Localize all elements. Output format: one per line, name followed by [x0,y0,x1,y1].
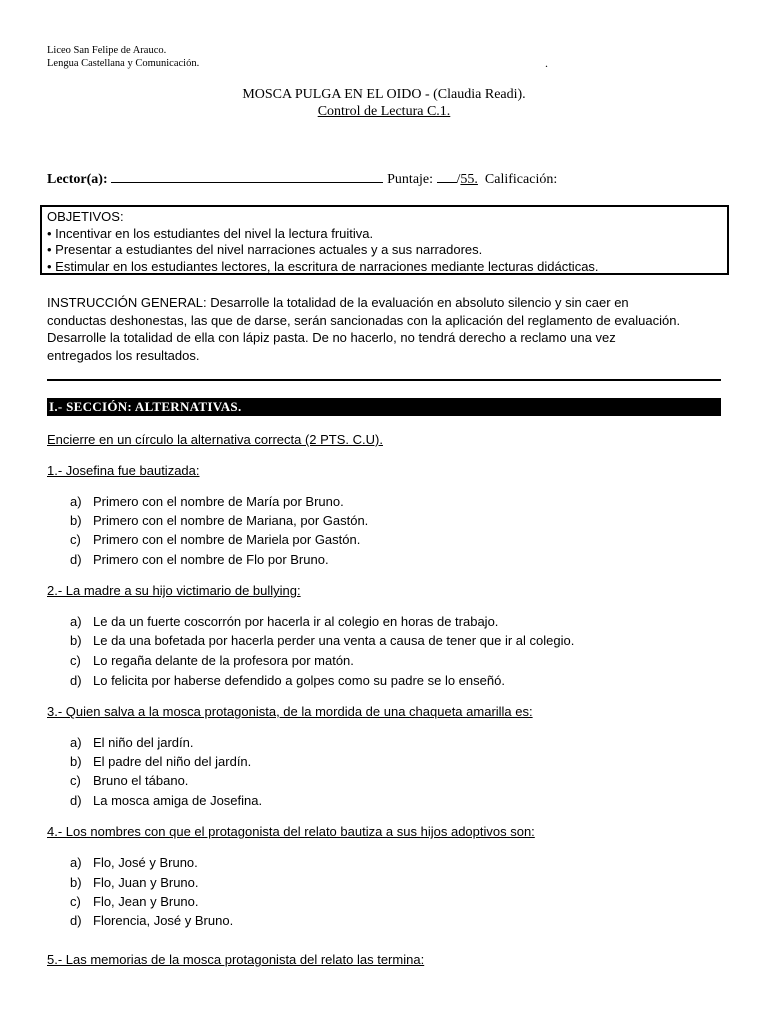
calificacion-label: Calificación: [484,172,558,187]
puntaje-blank[interactable] [437,170,457,183]
option-3d[interactable]: d) La mosca amiga de Josefina. [70,793,263,808]
section-title-bar: I.- SECCIÓN: ALTERNATIVAS. [47,398,721,416]
option-2a[interactable]: a) Le da un fuerte coscorrón por hacerla ir al colegio en horas de trabajo. [70,614,499,629]
objetivo-item: • Presentar a estudiantes del nivel narraciones actuales y a sus narradores. [47,242,483,257]
subtitle-text: Control de Lectura C.1. [317,104,451,119]
instruccion-line: conductas deshonestas, las que de darse, serán sancionadas con la aplicación del reglamento de evaluación. [47,312,681,328]
question-5: 5.- Las memorias de la mosca protagonista del relato las termina: [47,952,425,967]
question-2: 2.- La madre a su hijo victimario de bullying: [47,583,301,598]
instruccion-line: Desarrolle la totalidad de ella con lápiz pasta. De no hacerlo, no tendrá derecho a reclamo una vez [47,330,616,345]
question-1: 1.- Josefina fue bautizada: [47,463,200,478]
option-2c[interactable]: c) Lo regaña delante de la profesora por matón. [70,653,354,668]
option-3b[interactable]: b) El padre del niño del jardín. [70,754,252,769]
option-1c[interactable]: c) Primero con el nombre de Mariela por Gastón. [70,532,361,547]
instruccion-line: INSTRUCCIÓN GENERAL: Desarrolle la totalidad de la evaluación en absoluto silencio y sin caer en [47,295,629,310]
option-4b[interactable]: b) Flo, Juan y Bruno. [70,875,199,890]
option-4c[interactable]: c) Flo, Jean y Bruno. [70,894,199,909]
instruccion-general [47,294,727,364]
lector-name-blank[interactable] [111,170,383,183]
option-3a[interactable]: a) El niño del jardín. [70,735,194,750]
option-4d[interactable]: d) Florencia, José y Bruno. [70,913,234,928]
subject-name: Lengua Castellana y Comunicación. [47,58,200,69]
objetivo-item: • Estimular en los estudiantes lectores, la escritura de narraciones mediante lecturas didácticas. [47,258,599,274]
option-1a[interactable]: a) Primero con el nombre de María por Bruno. [70,494,344,509]
objetivos-heading: OBJETIVOS: [47,209,124,224]
document-subtitle [0,104,768,120]
instruccion-line: entregados los resultados. [47,347,200,363]
option-1d[interactable]: d) Primero con el nombre de Flo por Bruno. [70,552,329,567]
section-instruction: Encierre en un círculo la alternativa correcta (2 PTS. C.U). [47,432,383,447]
option-2d[interactable]: d) Lo felicita por haberse defendido a golpes como su padre se lo enseñó. [70,673,505,688]
question-4: 4.- Los nombres con que el protagonista del relato bautiza a sus hijos adoptivos son: [47,824,535,839]
document-title: MOSCA PULGA EN EL OIDO - (Claudia Readi). [242,87,526,102]
question-3: 3.- Quien salva a la mosca protagonista, de la mordida de una chaqueta amarilla es: [47,704,533,719]
lector-label: Lector(a): [47,172,108,187]
section-divider [47,379,721,381]
option-3c[interactable]: c) Bruno el tábano. [70,773,189,788]
objetivo-item: • Incentivar en los estudiantes del nivel la lectura fruitiva. [47,225,374,241]
header-dot: . [545,56,548,70]
option-2b[interactable]: b) Le da una bofetada por hacerla perder una venta a causa de tener que ir al colegio. [70,633,575,648]
option-1b[interactable]: b) Primero con el nombre de Mariana, por Gastón. [70,513,369,528]
puntaje-label: Puntaje: [387,172,434,187]
objetivos-box [40,205,729,275]
lector-line [47,170,557,188]
max-score: 55. [460,172,478,187]
score-slash: / [456,172,461,187]
school-name: Liceo San Felipe de Arauco. [47,45,167,56]
option-4a[interactable]: a) Flo, José y Bruno. [70,855,198,870]
